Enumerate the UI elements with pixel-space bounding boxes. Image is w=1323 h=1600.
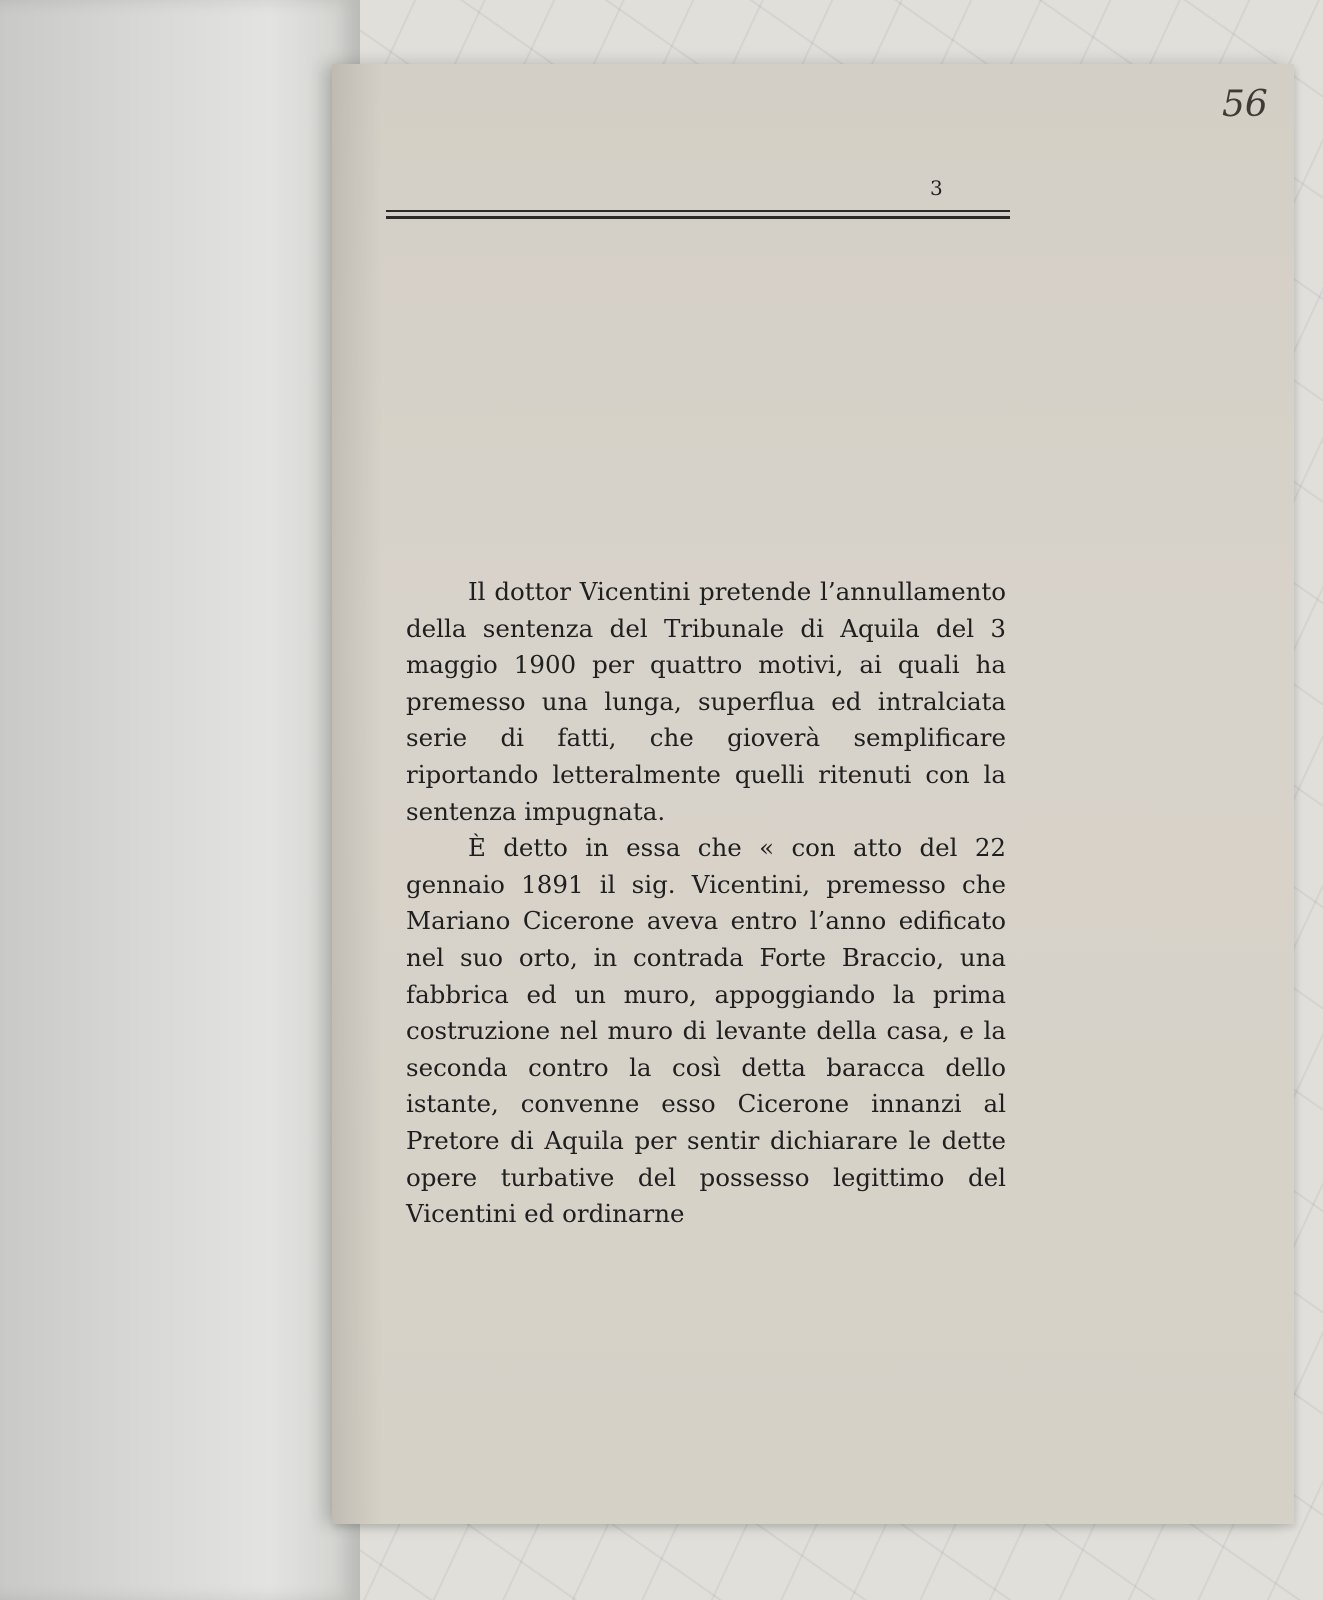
handwritten-folio-number: 56: [1222, 84, 1268, 125]
paragraph-2: È detto in essa che « con atto del 22 gennaio 1891 il sig. Vicentini, premesso che Mariano Cicerone aveva entro l’anno edificato nel suo orto, in contrada Forte Braccio, una fabbrica ed un muro, appoggiando la prima costruzione nel muro di levante della casa, e la seconda contro la così detta baracca dello istante, convenne esso Cicerone innanzi al Pretore di Aquila per sentir dichiarare le dette opere turbative del possesso legittimo del Vicentini ed ordinarne: [406, 833, 1006, 1229]
header-rule-bottom: [386, 216, 1010, 219]
header-rule-top: [386, 210, 1010, 212]
paragraph-1: Il dottor Vicentini pretende l’annullamento della sentenza del Tribunale di Aquila del 3 maggio 1900 per quattro motivi, ai quali ha premesso una lunga, superflua ed intralciata serie di fatti, che gioverà semplificare riportando letteralmente quelli ritenuti con la sentenza impugnata.: [406, 577, 1006, 826]
document-page: [332, 64, 1294, 1524]
body-text: [406, 574, 1006, 1233]
facing-page-left: [0, 0, 360, 1600]
page-number: 3: [930, 176, 943, 200]
gutter-shadow: [332, 64, 382, 1524]
